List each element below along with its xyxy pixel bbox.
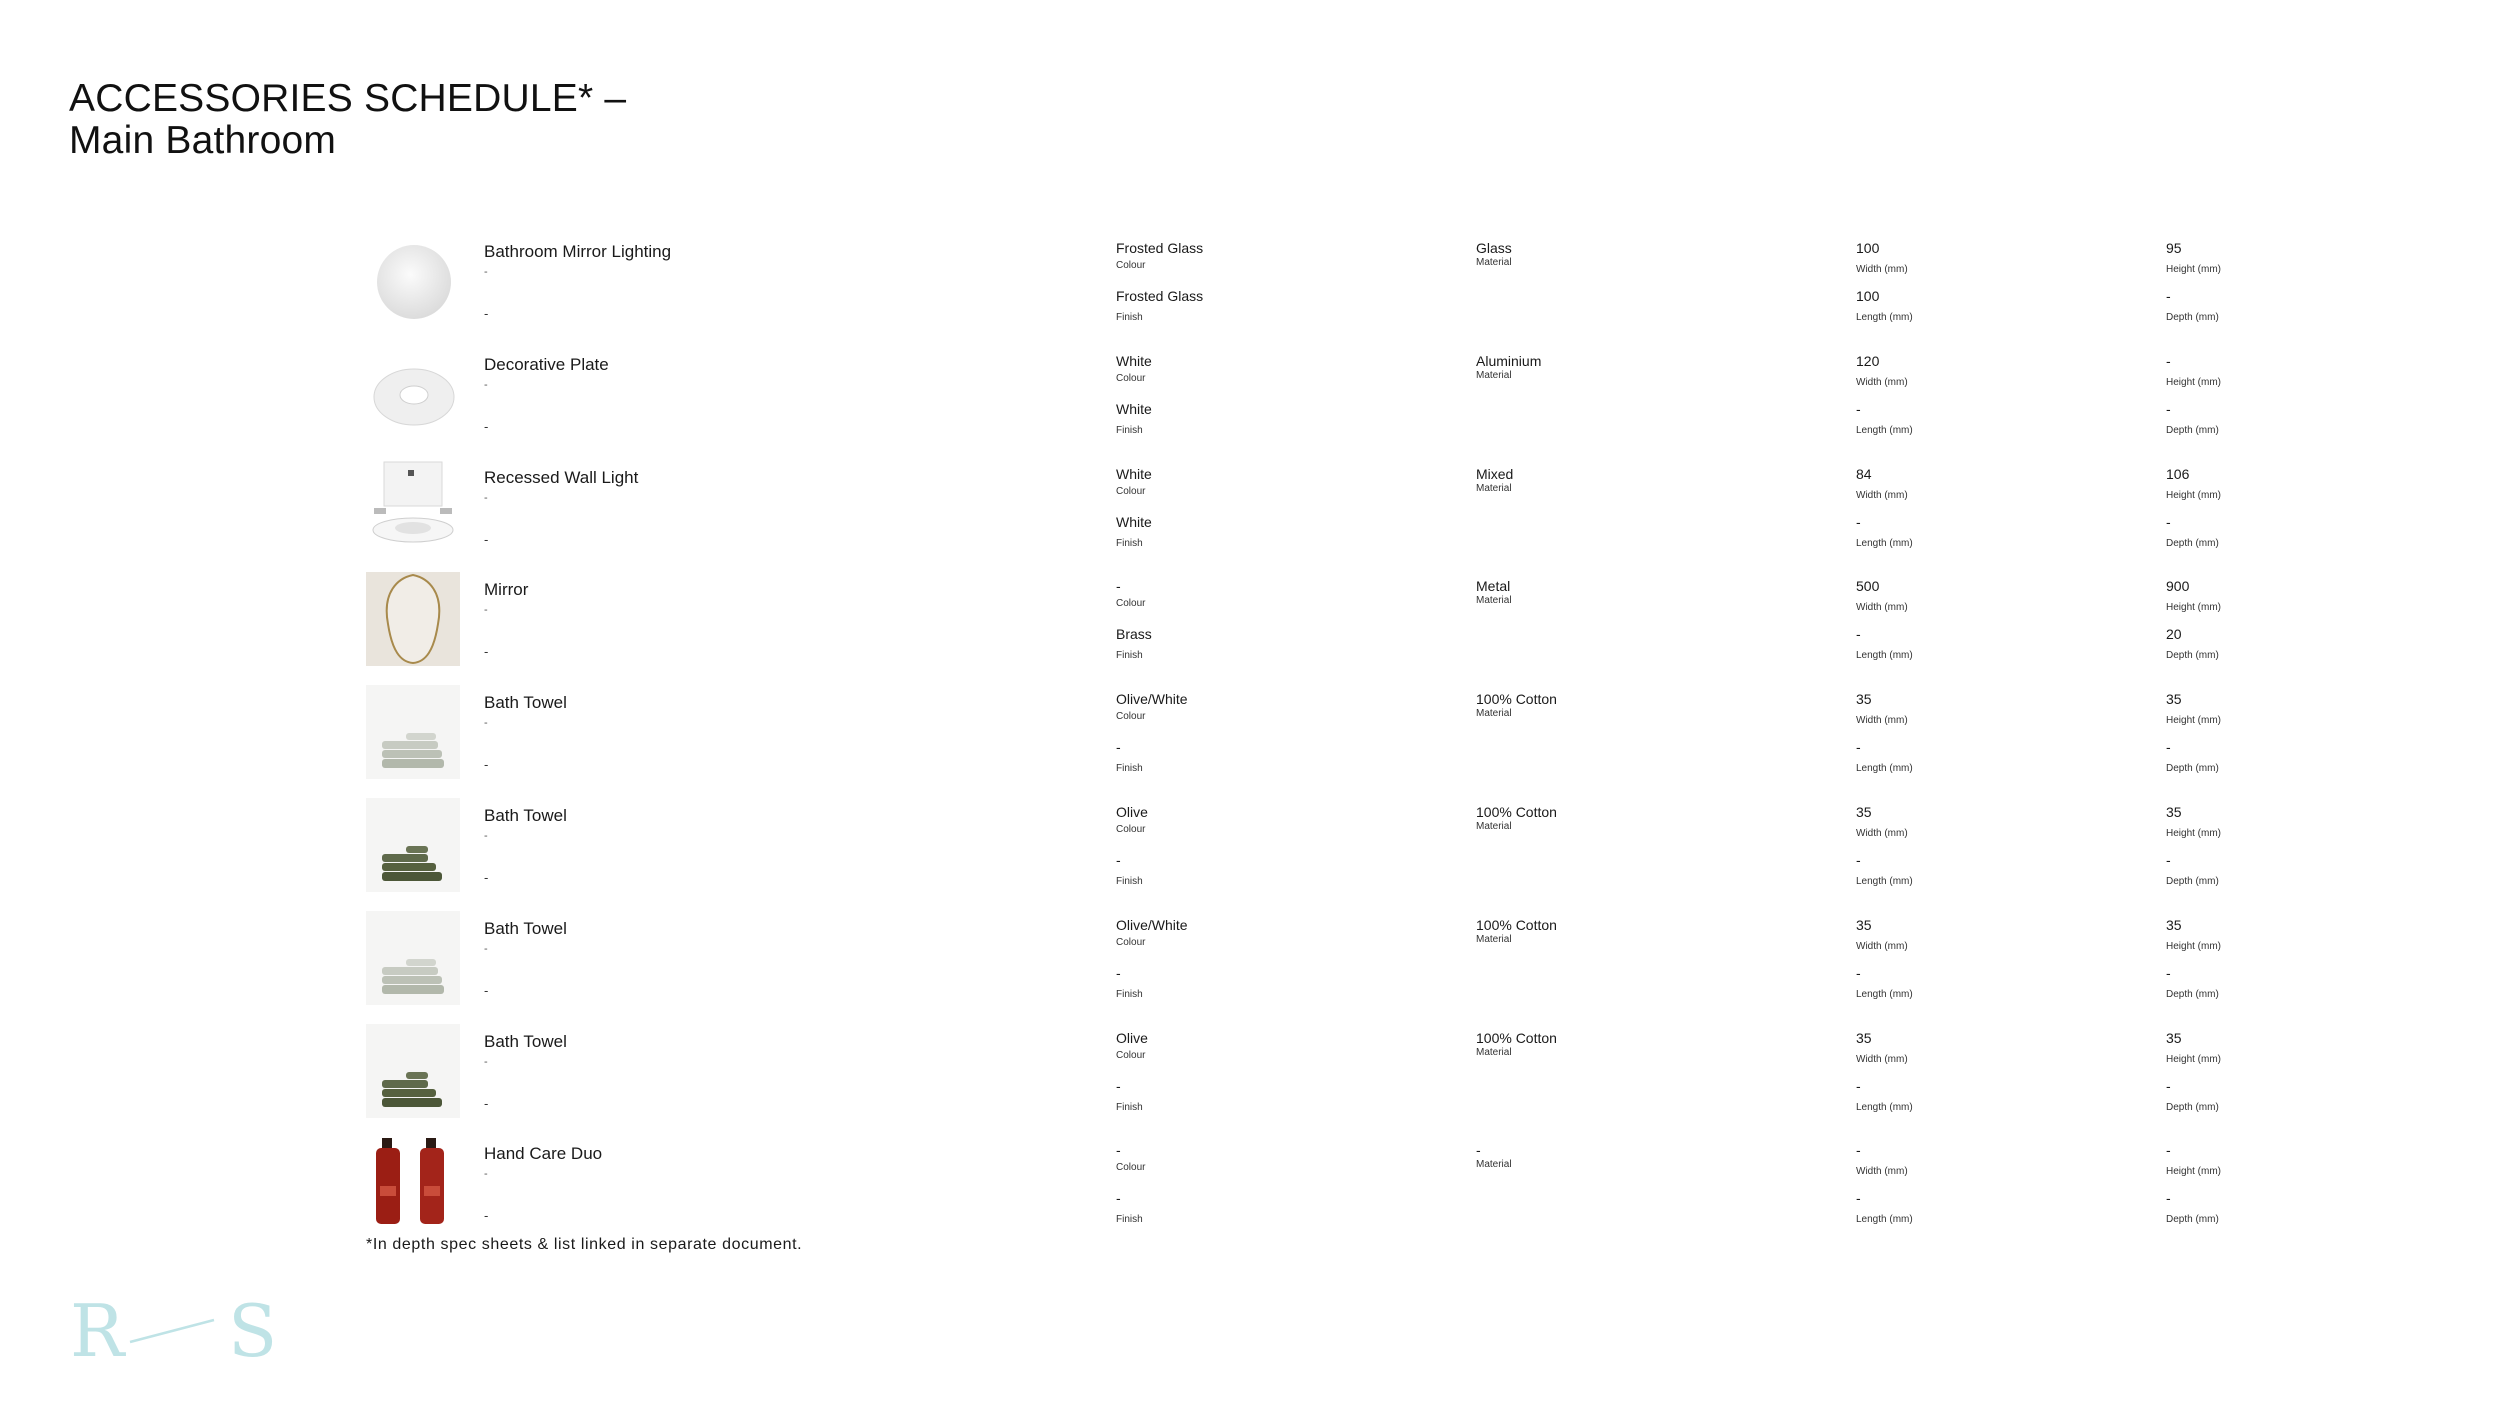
title-line-1: ACCESSORIES SCHEDULE* – (69, 77, 627, 120)
depth-value: - (2166, 964, 2171, 981)
colour-label: Colour (1116, 1049, 1146, 1061)
width-value: 35 (1856, 916, 1872, 933)
height-value: 35 (2166, 916, 2182, 933)
length-label: Length (mm) (1856, 537, 1913, 549)
width-label: Width (mm) (1856, 264, 1908, 275)
width-label: Width (mm) (1856, 602, 1908, 614)
material-value: Aluminium (1476, 352, 1542, 369)
colour-value: Olive (1116, 804, 1148, 820)
finish-label: Finish (1116, 876, 1143, 887)
item-name: Bath Towel (484, 693, 567, 713)
colour-value: Frosted Glass (1116, 240, 1204, 256)
item-subtitle: - (484, 942, 488, 955)
finish-value: - (1116, 1077, 1121, 1094)
table-row (366, 572, 2416, 668)
finish-label: Finish (1116, 312, 1143, 323)
material-label: Material (1476, 708, 1512, 720)
height-label: Height (mm) (2166, 376, 2222, 388)
table-row (366, 1136, 2416, 1232)
decorative-plate-icon (366, 347, 460, 441)
height-label: Height (mm) (2166, 1053, 2222, 1065)
colour-value: - (1116, 1142, 1121, 1159)
towel-dark-icon (366, 1024, 460, 1118)
length-label: Length (mm) (1856, 988, 1913, 1000)
item-name: Decorative Plate (484, 354, 609, 374)
width-value: 100 (1856, 240, 1880, 256)
title-line-2: Main Bathroom (69, 119, 337, 162)
finish-value: Frosted Glass (1116, 288, 1204, 304)
height-label: Height (mm) (2166, 940, 2222, 952)
length-value: 100 (1856, 288, 1880, 304)
depth-value: - (2166, 1190, 2171, 1207)
material-value: 100% Cotton (1476, 691, 1557, 708)
height-value: 35 (2166, 691, 2182, 708)
finish-value: White (1116, 400, 1152, 417)
finish-label: Finish (1116, 1101, 1143, 1113)
colour-value: Olive (1116, 1029, 1148, 1046)
depth-value: 20 (2166, 626, 2182, 643)
svg-text:R: R (70, 1290, 125, 1364)
item-subtitle: - (484, 378, 488, 391)
width-label: Width (mm) (1856, 940, 1908, 952)
colour-label: Colour (1116, 598, 1146, 610)
finish-value: - (1116, 1190, 1121, 1207)
item-code: - (484, 306, 489, 321)
item-name: Bath Towel (484, 918, 567, 938)
recessed-light-icon (366, 460, 460, 554)
length-value: - (1856, 513, 1861, 530)
length-value: - (1856, 1077, 1861, 1094)
length-label: Length (mm) (1856, 876, 1913, 887)
material-label: Material (1476, 1046, 1512, 1058)
item-code: - (484, 1095, 489, 1111)
item-code: - (484, 531, 489, 547)
colour-label: Colour (1116, 824, 1146, 835)
colour-value: - (1116, 578, 1121, 595)
colour-value: Olive/White (1116, 691, 1188, 708)
item-name: Bath Towel (484, 1031, 567, 1051)
item-subtitle: - (484, 1055, 488, 1068)
length-value: - (1856, 626, 1861, 643)
height-value: 106 (2166, 465, 2190, 482)
width-label: Width (mm) (1856, 1166, 1908, 1178)
depth-label: Depth (mm) (2166, 424, 2219, 436)
depth-label: Depth (mm) (2166, 537, 2219, 549)
material-label: Material (1476, 482, 1512, 494)
footnote: *In depth spec sheets & list linked in separate document. (366, 1236, 803, 1253)
depth-value: - (2166, 288, 2171, 304)
table-row (366, 347, 2416, 443)
length-value: - (1856, 964, 1861, 981)
width-value: 120 (1856, 352, 1880, 369)
depth-label: Depth (mm) (2166, 1101, 2219, 1113)
width-value: 35 (1856, 1029, 1872, 1046)
height-value: 95 (2166, 240, 2182, 256)
width-label: Width (mm) (1856, 1053, 1908, 1065)
colour-value: White (1116, 465, 1152, 482)
material-value: 100% Cotton (1476, 916, 1557, 933)
material-value: Glass (1476, 240, 1512, 256)
finish-value: Brass (1116, 626, 1152, 643)
width-value: 84 (1856, 465, 1872, 482)
height-value: 35 (2166, 804, 2182, 820)
width-label: Width (mm) (1856, 715, 1908, 727)
item-subtitle: - (484, 830, 488, 842)
width-value: - (1856, 1142, 1861, 1159)
finish-value: - (1116, 852, 1121, 868)
item-code: - (484, 870, 489, 885)
height-label: Height (mm) (2166, 602, 2222, 614)
finish-label: Finish (1116, 650, 1143, 662)
item-name: Hand Care Duo (484, 1144, 603, 1164)
rs-logo-icon (68, 1290, 278, 1364)
length-label: Length (mm) (1856, 424, 1913, 436)
item-subtitle: - (484, 491, 488, 504)
length-value: - (1856, 1190, 1861, 1207)
material-label: Material (1476, 821, 1512, 832)
depth-value: - (2166, 852, 2171, 868)
depth-label: Depth (mm) (2166, 312, 2219, 323)
width-label: Width (mm) (1856, 828, 1908, 839)
table-row (366, 798, 2416, 894)
length-label: Length (mm) (1856, 763, 1913, 775)
depth-label: Depth (mm) (2166, 1214, 2219, 1226)
towel-light-icon (366, 911, 460, 1005)
length-label: Length (mm) (1856, 650, 1913, 662)
length-value: - (1856, 739, 1861, 756)
item-subtitle: - (484, 1168, 488, 1181)
depth-label: Depth (mm) (2166, 650, 2219, 662)
table-row (366, 460, 2416, 556)
material-value: Mixed (1476, 465, 1514, 482)
finish-label: Finish (1116, 1214, 1143, 1226)
towel-dark-icon (366, 798, 460, 892)
depth-label: Depth (mm) (2166, 988, 2219, 1000)
colour-label: Colour (1116, 1162, 1146, 1174)
material-label: Material (1476, 257, 1512, 268)
material-value: - (1476, 1142, 1481, 1159)
colour-label: Colour (1116, 372, 1146, 384)
colour-label: Colour (1116, 711, 1146, 723)
finish-value: White (1116, 513, 1152, 530)
material-label: Material (1476, 595, 1512, 607)
material-label: Material (1476, 933, 1512, 945)
depth-value: - (2166, 1077, 2171, 1094)
height-label: Height (mm) (2166, 828, 2222, 839)
depth-label: Depth (mm) (2166, 763, 2219, 775)
finish-value: - (1116, 964, 1121, 981)
width-value: 35 (1856, 691, 1872, 708)
amber-bottles-icon (366, 1136, 460, 1230)
table-row (366, 1024, 2416, 1120)
material-value: Metal (1476, 578, 1511, 595)
item-subtitle: - (484, 266, 488, 278)
finish-label: Finish (1116, 537, 1143, 549)
table-row (366, 685, 2416, 781)
width-value: 35 (1856, 804, 1872, 820)
depth-value: - (2166, 400, 2171, 417)
width-value: 500 (1856, 578, 1880, 595)
depth-value: - (2166, 513, 2171, 530)
material-value: 100% Cotton (1476, 1029, 1557, 1046)
table-row (366, 234, 2416, 330)
height-value: - (2166, 352, 2171, 369)
width-label: Width (mm) (1856, 489, 1908, 501)
item-code: - (484, 757, 489, 773)
height-value: - (2166, 1142, 2171, 1159)
length-label: Length (mm) (1856, 1101, 1913, 1113)
finish-label: Finish (1116, 424, 1143, 436)
item-code: - (484, 644, 489, 660)
length-value: - (1856, 852, 1861, 868)
mirror-icon (366, 572, 460, 666)
towel-light-icon (366, 685, 460, 779)
finish-label: Finish (1116, 988, 1143, 1000)
svg-text:S: S (228, 1290, 278, 1364)
item-name: Bath Towel (484, 806, 567, 825)
item-code: - (484, 418, 489, 434)
material-value: 100% Cotton (1476, 804, 1557, 820)
colour-value: White (1116, 352, 1152, 369)
item-subtitle: - (484, 717, 488, 730)
height-label: Height (mm) (2166, 715, 2222, 727)
colour-label: Colour (1116, 260, 1146, 271)
item-name: Recessed Wall Light (484, 467, 639, 487)
width-label: Width (mm) (1856, 376, 1908, 388)
item-name: Bathroom Mirror Lighting (484, 242, 672, 261)
item-name: Mirror (484, 580, 529, 600)
finish-label: Finish (1116, 763, 1143, 775)
item-code: - (484, 1208, 489, 1224)
colour-label: Colour (1116, 485, 1146, 497)
height-label: Height (mm) (2166, 1166, 2222, 1178)
table-row (366, 911, 2416, 1007)
finish-value: - (1116, 739, 1121, 756)
page-title (69, 78, 626, 162)
material-label: Material (1476, 369, 1512, 381)
height-value: 35 (2166, 1029, 2182, 1046)
colour-value: Olive/White (1116, 916, 1188, 933)
material-label: Material (1476, 1159, 1512, 1171)
length-value: - (1856, 400, 1861, 417)
colour-label: Colour (1116, 936, 1146, 948)
height-value: 900 (2166, 578, 2190, 595)
depth-value: - (2166, 739, 2171, 756)
item-subtitle: - (484, 604, 488, 617)
height-label: Height (mm) (2166, 264, 2222, 275)
round-frosted-light-icon (366, 234, 460, 328)
height-label: Height (mm) (2166, 489, 2222, 501)
depth-label: Depth (mm) (2166, 876, 2219, 887)
item-code: - (484, 982, 489, 998)
length-label: Length (mm) (1856, 1214, 1913, 1226)
length-label: Length (mm) (1856, 312, 1913, 323)
